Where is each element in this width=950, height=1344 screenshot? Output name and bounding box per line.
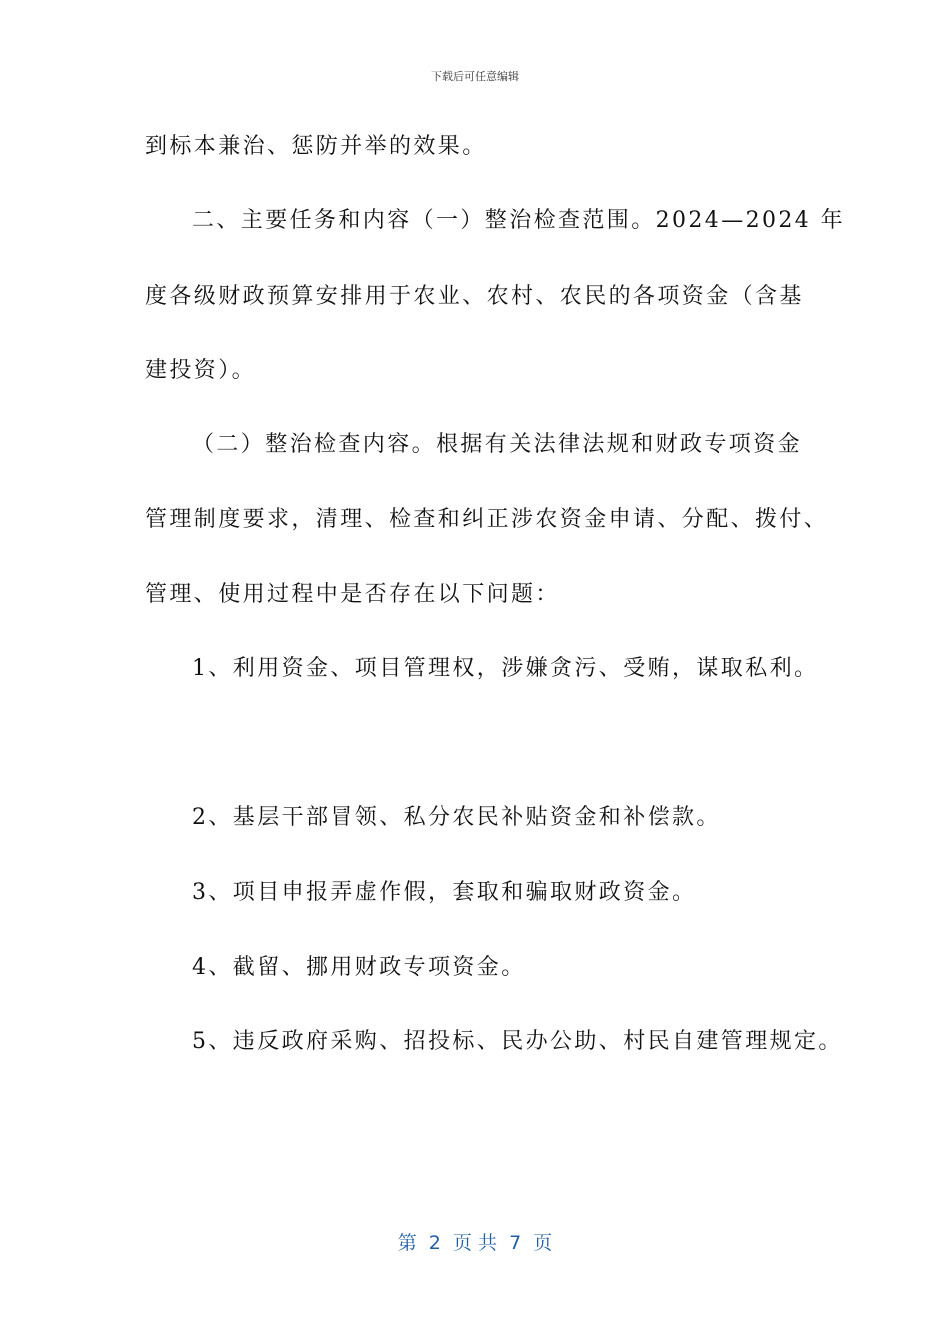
body-line-8: 1、利用资金、项目管理权，涉嫌贪污、受贿，谋取私利。 — [192, 656, 819, 681]
body-line-5: （二）整治检查内容。根据有关法律法规和财政专项资金 — [192, 432, 803, 457]
body-line-7: 管理、使用过程中是否存在以下问题： — [145, 582, 560, 607]
body-line-9: 2、基层干部冒领、私分农民补贴资金和补偿款。 — [192, 805, 721, 830]
body-line-2: 二、主要任务和内容（一）整治检查范围。2024—2024 年 — [192, 208, 845, 233]
body-line-12: 5、违反政府采购、招投标、民办公助、村民自建管理规定。 — [192, 1029, 843, 1054]
body-line-3: 度各级财政预算安排用于农业、农村、农民的各项资金（含基 — [145, 284, 804, 309]
header-note: 下载后可任意编辑 — [431, 70, 519, 83]
body-line-4: 建投资）。 — [145, 358, 257, 383]
body-line-10: 3、项目申报弄虚作假，套取和骗取财政资金。 — [192, 880, 697, 905]
body-line-1: 到标本兼治、惩防并举的效果。 — [145, 134, 487, 159]
body-line-11: 4、截留、挪用财政专项资金。 — [192, 955, 526, 980]
body-line-6: 管理制度要求，清理、检查和纠正涉农资金申请、分配、拨付、 — [145, 507, 829, 532]
page-number: 第 2 页 共 7 页 — [397, 1232, 553, 1254]
